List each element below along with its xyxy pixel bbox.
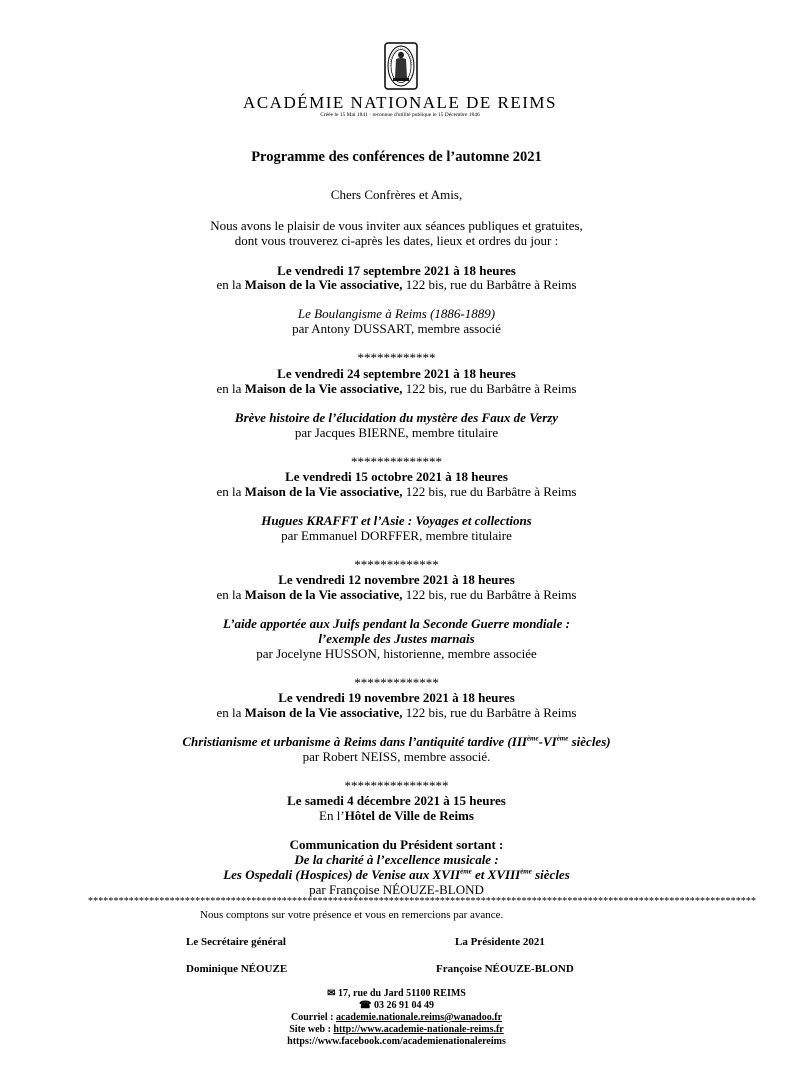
final-session-title-line-2: Les Ospedali (Hospices) de Venise aux XVIIème et XVIIIème siècles bbox=[223, 867, 570, 882]
session-4-speaker: par Jocelyne HUSSON, historienne, membre associée bbox=[256, 646, 537, 661]
email-link[interactable]: academie.nationale.reims@wanadoo.fr bbox=[335, 1012, 503, 1023]
session-3-date: Le vendredi 15 octobre 2021 à 18 heures bbox=[285, 469, 508, 484]
session-1-date: Le vendredi 17 septembre 2021 à 18 heures bbox=[277, 263, 516, 278]
final-session-date: Le samedi 4 décembre 2021 à 15 heures bbox=[287, 793, 506, 808]
session-5-title: Christianisme et urbanisme à Reims dans l’antiquité tardive (IIIème-VIème siècles) bbox=[182, 734, 611, 749]
separator: ************* bbox=[354, 557, 439, 572]
session-5-venue: en la Maison de la Vie associative, 122 bis, rue du Barbâtre à Reims bbox=[216, 705, 577, 720]
session-2-speaker: par Jacques BIERNE, membre titulaire bbox=[294, 425, 499, 440]
final-session-heading: Communication du Président sortant : bbox=[289, 837, 504, 852]
separator: **************** bbox=[344, 778, 449, 793]
academy-subtitle: Créée le 15 Mai 1841 · reconnue d'utilité publique le 15 Décembre 1846 bbox=[320, 112, 480, 118]
mail-icon: ✉ bbox=[327, 988, 336, 999]
session-1-speaker: par Antony DUSSART, membre associé bbox=[292, 321, 501, 336]
signature-left-name: Dominique NÉOUZE bbox=[186, 963, 288, 975]
contact-address: ✉ 17, rue du Jard 51100 REIMS bbox=[327, 988, 466, 999]
facebook-link[interactable]: https://www.facebook.com/academienationalereims bbox=[287, 1036, 506, 1047]
session-4-title-line-1: L’aide apportée aux Juifs pendant la Seconde Guerre mondiale : bbox=[222, 616, 571, 631]
final-session-title-line-1: De la charité à l’excellence musicale : bbox=[294, 852, 499, 867]
long-separator: *********************************************************************************************************************************** bbox=[88, 896, 757, 907]
session-1-venue: en la Maison de la Vie associative, 122 bis, rue du Barbâtre à Reims bbox=[216, 277, 577, 292]
session-3-venue: en la Maison de la Vie associative, 122 bis, rue du Barbâtre à Reims bbox=[216, 484, 577, 499]
contact-website: Site web : http://www.academie-nationale-reims.fr bbox=[289, 1024, 504, 1035]
session-3-title: Hugues KRAFFT et l’Asie : Voyages et collections bbox=[261, 513, 532, 528]
signature-left-role: Le Secrétaire général bbox=[186, 936, 286, 948]
contact-email: Courriel : academie.nationale.reims@wanadoo.fr bbox=[290, 1012, 503, 1023]
signature-right-name: Françoise NÉOUZE-BLOND bbox=[436, 963, 574, 975]
signature-right-role: La Présidente 2021 bbox=[455, 936, 545, 948]
closing-note: Nous comptons sur votre présence et vous en remercions par avance. bbox=[200, 909, 504, 921]
academy-seal-logo bbox=[384, 42, 418, 90]
intro-line-1: Nous avons le plaisir de vous inviter aux séances publiques et gratuites, bbox=[210, 218, 583, 233]
session-1-title: Le Boulangisme à Reims (1886-1889) bbox=[297, 306, 496, 321]
session-3-speaker: par Emmanuel DORFFER, membre titulaire bbox=[281, 528, 512, 543]
final-session-venue: En l’Hôtel de Ville de Reims bbox=[319, 808, 474, 823]
contact-phone: ☎ 03 26 91 04 49 bbox=[359, 1000, 434, 1011]
session-4-date: Le vendredi 12 novembre 2021 à 18 heures bbox=[278, 572, 515, 587]
separator: ************** bbox=[351, 454, 442, 469]
session-4-venue: en la Maison de la Vie associative, 122 bis, rue du Barbâtre à Reims bbox=[216, 587, 577, 602]
intro-line-2: dont vous trouverez ci-après les dates, lieux et ordres du jour : bbox=[234, 233, 559, 248]
session-2-venue: en la Maison de la Vie associative, 122 bis, rue du Barbâtre à Reims bbox=[216, 381, 577, 396]
session-4-title-line-2: l’exemple des Justes marnais bbox=[318, 631, 475, 646]
session-2-date: Le vendredi 24 septembre 2021 à 18 heures bbox=[277, 366, 516, 381]
separator: ************* bbox=[354, 675, 439, 690]
greeting: Chers Confrères et Amis, bbox=[330, 187, 463, 202]
phone-icon: ☎ bbox=[359, 1000, 372, 1011]
separator: ************ bbox=[357, 350, 436, 365]
academy-name: ACADÉMIE NATIONALE DE REIMS bbox=[243, 93, 557, 112]
session-5-speaker: par Robert NEISS, membre associé. bbox=[302, 749, 491, 764]
website-link[interactable]: http://www.academie-nationale-reims.fr bbox=[333, 1024, 504, 1035]
page-title: Programme des conférences de l’automne 2021 bbox=[251, 149, 542, 165]
session-2-title: Brève histoire de l’élucidation du mystère des Faux de Verzy bbox=[234, 410, 559, 425]
session-5-date: Le vendredi 19 novembre 2021 à 18 heures bbox=[278, 690, 515, 705]
final-session-speaker: par Françoise NÉOUZE-BLOND bbox=[309, 882, 484, 897]
